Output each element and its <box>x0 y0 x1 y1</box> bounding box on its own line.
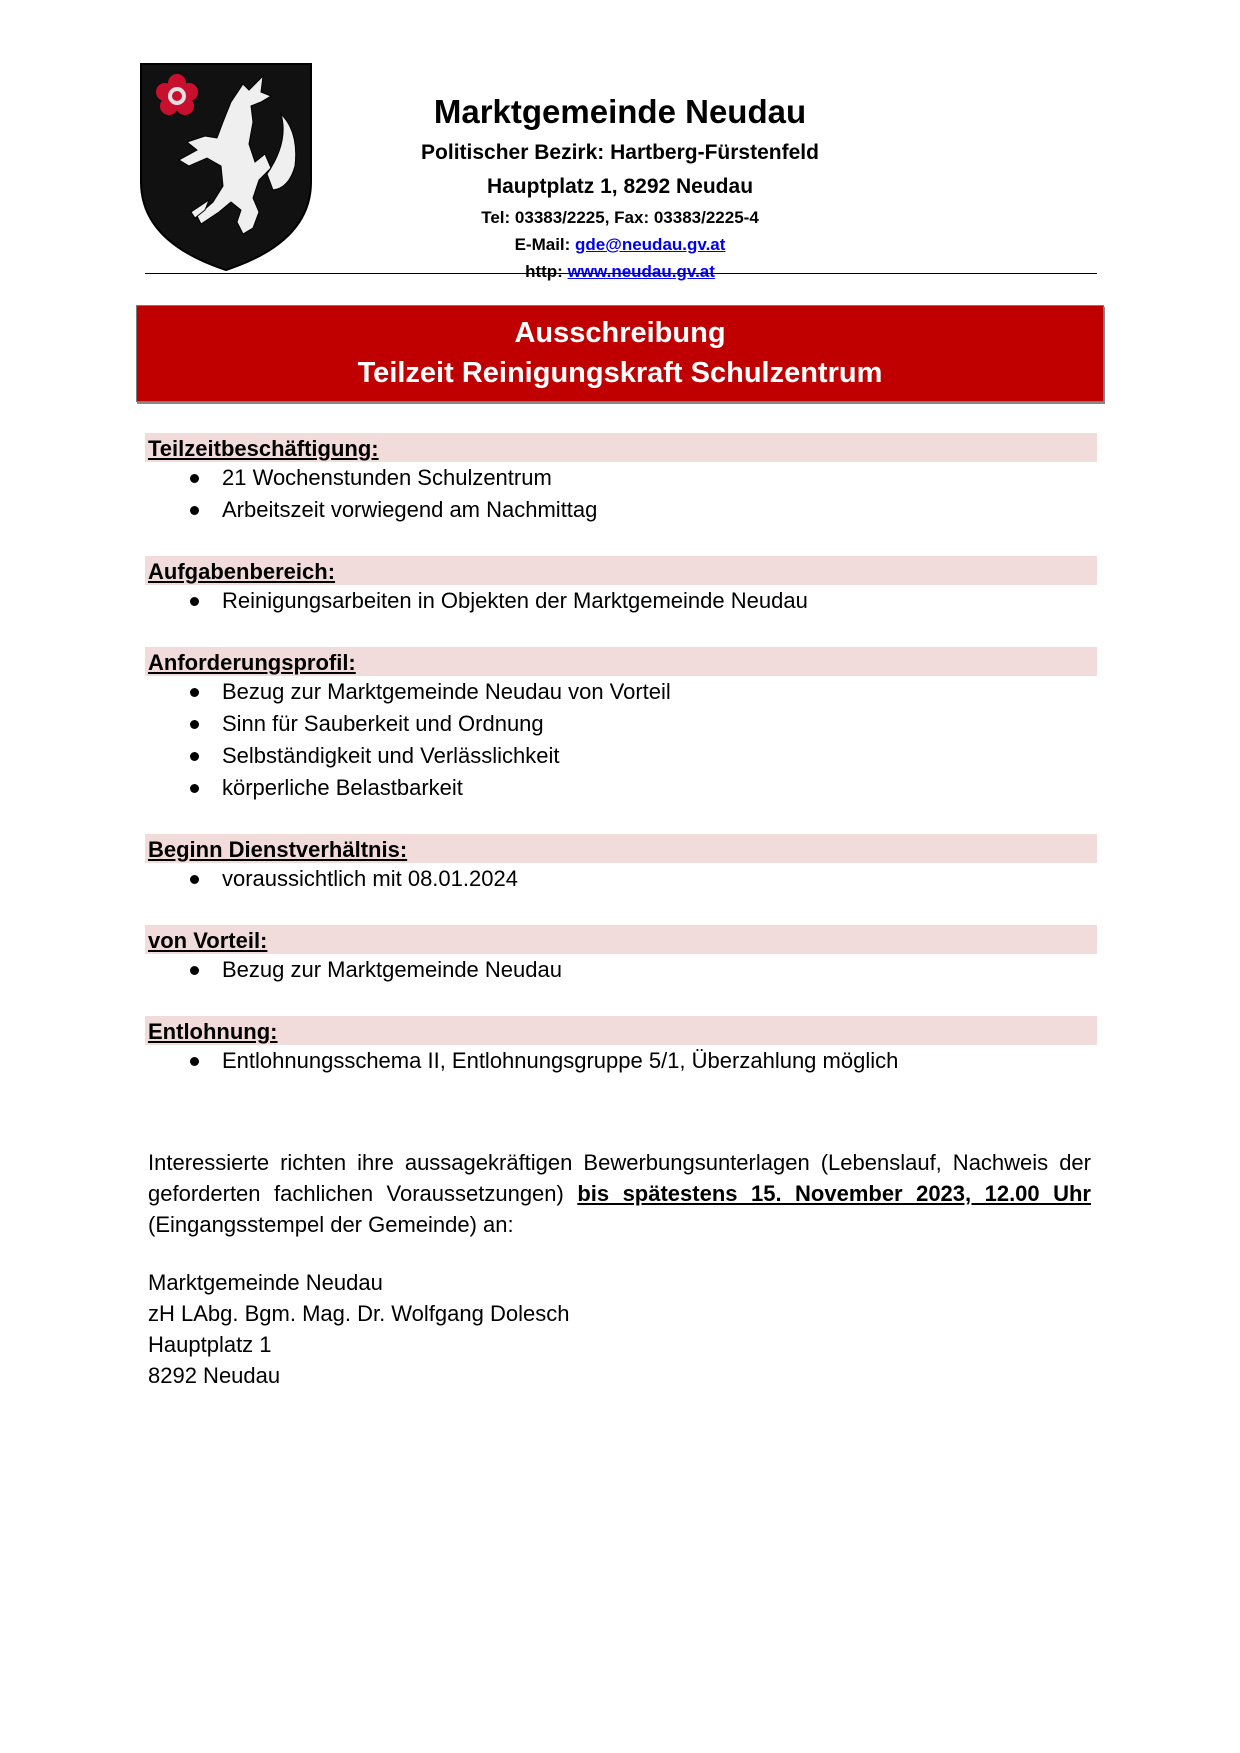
list-item <box>145 708 1097 740</box>
bullet-list <box>145 863 1097 895</box>
application-deadline: bis spätestens 15. November 2023, 12.00 Uhr <box>577 1181 1091 1206</box>
bullet-icon <box>190 784 199 793</box>
recipient-address <box>148 1267 569 1391</box>
email-label: E-Mail: <box>514 235 576 254</box>
list-item-text: voraussichtlich mit 08.01.2024 <box>222 866 518 891</box>
coat-of-arms-icon <box>139 62 313 272</box>
title-banner <box>136 305 1104 402</box>
section <box>145 433 1097 526</box>
banner-subtitle: Teilzeit Reinigungskraft Schulzentrum <box>357 357 883 389</box>
list-item <box>145 585 1097 617</box>
bullet-icon <box>190 688 199 697</box>
list-item <box>145 740 1097 772</box>
section <box>145 834 1097 895</box>
section <box>145 1016 1097 1077</box>
organization-title: Marktgemeinde Neudau <box>433 93 807 130</box>
section-heading: Teilzeitbeschäftigung: <box>145 433 1097 462</box>
recipient-line: zH LAbg. Bgm. Mag. Dr. Wolfgang Dolesch <box>148 1301 570 1326</box>
list-item-text: Bezug zur Marktgemeinde Neudau <box>222 957 562 982</box>
email-link[interactable]: gde@neudau.gv.at <box>575 235 726 254</box>
section <box>145 556 1097 617</box>
list-item <box>145 676 1097 708</box>
bullet-icon <box>190 474 199 483</box>
list-item-text: Sinn für Sauberkeit und Ordnung <box>222 711 544 736</box>
bullet-list <box>145 1045 1097 1077</box>
recipient-line: Hauptplatz 1 <box>148 1332 272 1357</box>
section-heading: Aufgabenbereich: <box>145 556 1097 585</box>
banner-title: Ausschreibung <box>514 317 726 349</box>
bullet-list <box>145 954 1097 986</box>
bullet-icon <box>190 752 199 761</box>
bullet-icon <box>190 597 199 606</box>
list-item <box>145 772 1097 804</box>
list-item-text: Arbeitszeit vorwiegend am Nachmittag <box>222 497 598 522</box>
section-heading: von Vorteil: <box>145 925 1097 954</box>
recipient-line: Marktgemeinde Neudau <box>148 1270 383 1295</box>
website-link[interactable]: www.neudau.gv.at <box>567 262 715 281</box>
instructions-text: Interessierte richten ihre aussagekräftigen Bewerbungsunterlagen (Lebenslauf, Nachweis der geforderten fachlichen Voraussetzungen) <box>148 1150 1091 1206</box>
list-item-text: 21 Wochenstunden Schulzentrum <box>222 465 552 490</box>
application-instructions <box>148 1147 1091 1240</box>
letterhead <box>360 88 880 285</box>
bullet-icon <box>190 720 199 729</box>
list-item-text: körperliche Belastbarkeit <box>222 775 463 800</box>
website-label: http: <box>525 262 568 281</box>
bullet-list <box>145 676 1097 804</box>
list-item <box>145 494 1097 526</box>
section-heading: Beginn Dienstverhältnis: <box>145 834 1097 863</box>
list-item <box>145 863 1097 895</box>
bullet-icon <box>190 1057 199 1066</box>
phone-fax-line: Tel: 03383/2225, Fax: 03383/2225-4 <box>481 208 759 227</box>
job-details <box>145 433 1097 1107</box>
email-line <box>360 231 880 258</box>
section-heading: Entlohnung: <box>145 1016 1097 1045</box>
bullet-icon <box>190 506 199 515</box>
bullet-icon <box>190 966 199 975</box>
recipient-line: 8292 Neudau <box>148 1363 281 1388</box>
list-item-text: Entlohnungsschema II, Entlohnungsgruppe 5/1, Überzahlung möglich <box>222 1048 899 1073</box>
section-heading: Anforderungsprofil: <box>145 647 1097 676</box>
bullet-list <box>145 462 1097 526</box>
website-line <box>360 258 880 285</box>
bullet-icon <box>190 875 199 884</box>
list-item <box>145 954 1097 986</box>
district-line: Politischer Bezirk: Hartberg-Fürstenfeld <box>421 141 819 164</box>
header-divider <box>145 273 1097 274</box>
section <box>145 925 1097 986</box>
instructions-text-end: (Eingangsstempel der Gemeinde) an: <box>148 1212 514 1237</box>
list-item <box>145 1045 1097 1077</box>
list-item <box>145 462 1097 494</box>
section <box>145 647 1097 804</box>
list-item-text: Bezug zur Marktgemeinde Neudau von Vorteil <box>222 679 671 704</box>
list-item-text: Selbständigkeit und Verlässlichkeit <box>222 743 560 768</box>
list-item-text: Reinigungsarbeiten in Objekten der Marktgemeinde Neudau <box>222 588 808 613</box>
bullet-list <box>145 585 1097 617</box>
address-line: Hauptplatz 1, 8292 Neudau <box>486 175 754 198</box>
